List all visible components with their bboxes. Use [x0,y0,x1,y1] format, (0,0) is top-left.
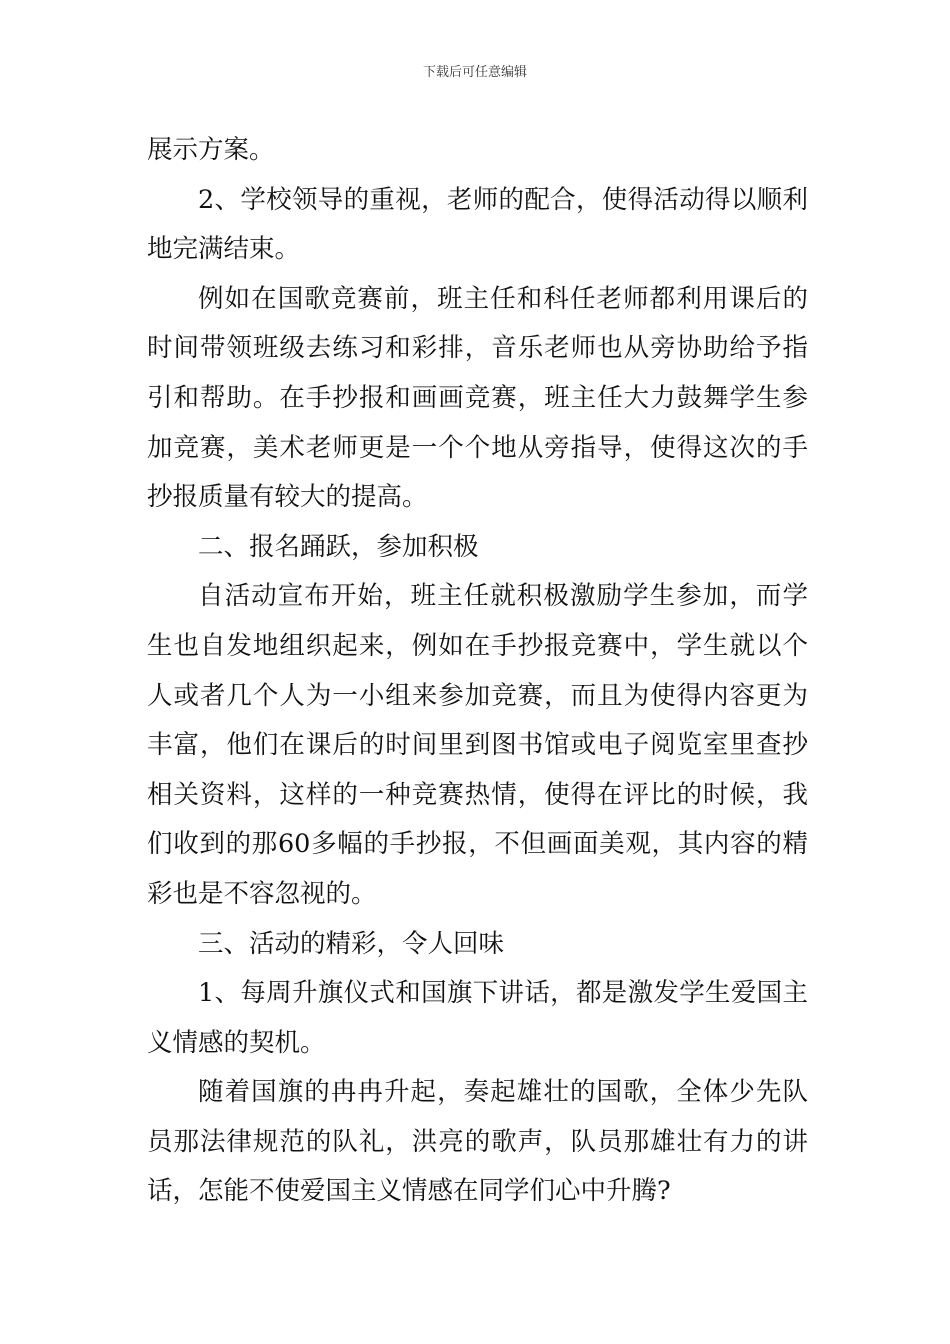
paragraph-4: 自活动宣布开始，班主任就积极激励学生参加，而学生也自发地组织起来，例如在手抄报竞赛中，学生就以个人或者几个人为一小组来参加竞赛，而且为使得内容更为丰富，他们在课后的时间里到图书馆或电子阅览室里查抄相关资料，这样的一种竞赛热情，使得在评比的时候，我们收到的那60多幅的手抄报，不但画面美观，其内容的精彩也是不容忽视的。 [147,581,808,909]
section-heading-2: 二、报名踊跃，参加积极 [198,531,479,562]
paragraph-2: 2、学校领导的重视，老师的配合，使得活动得以顺利地完满结束。 [147,184,808,265]
paragraph-5: 1、每周升旗仪式和国旗下讲话，都是激发学生爱国主义情感的契机。 [147,978,808,1058]
page-header: 下载后可任意编辑 [422,65,527,80]
paragraph-1: 展示方案。 [147,135,275,165]
document-body [147,126,808,1217]
paragraph-6: 随着国旗的冉冉升起，奏起雄壮的国歌，全体少先队员那法律规范的队礼，洪亮的歌声，队员那雄壮有力的讲话，怎能不使爱国主义情感在同学们心中升腾? [147,1077,808,1207]
paragraph-3: 例如在国歌竞赛前，班主任和科任老师都利用课后的时间带领班级去练习和彩排，音乐老师也从旁协助给予指引和帮助。在手抄报和画画竞赛，班主任大力鼓舞学生参加竞赛，美术老师更是一个个地从旁指导，使得这次的手抄报质量有较大的提高。 [147,283,808,513]
section-heading-3: 三、活动的精彩，令人回味 [198,928,505,959]
